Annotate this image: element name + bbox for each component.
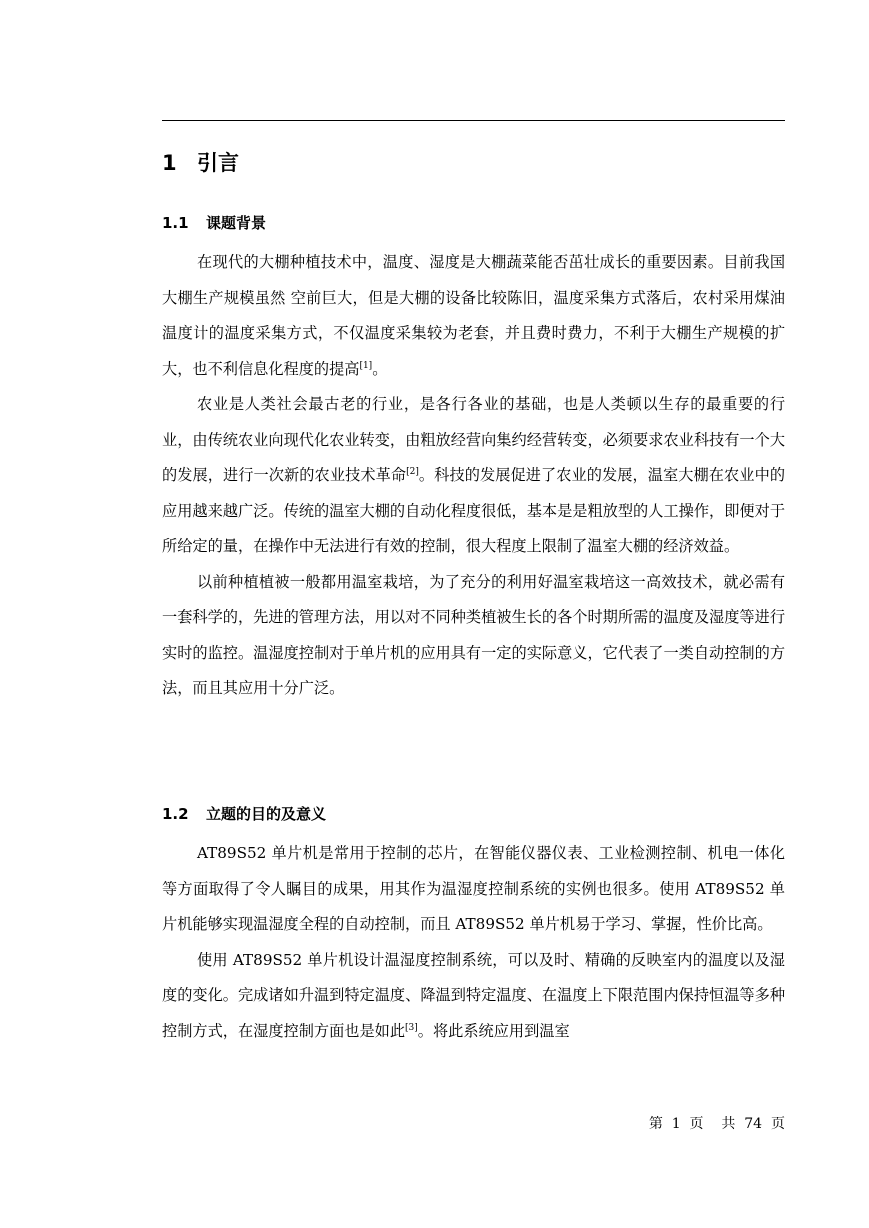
paragraph: AT89S52 单片机是常用于控制的芯片，在智能仪器仪表、工业检测控制、机电一体化等方面取得了令人瞩目的成果，用其作为温湿度控制系统的实例也很多。使用 AT89S52 单片机能够实现温湿度全程的自动控制，而且 AT89S52 单片机易于学习、掌握，性价比高。 [162, 844, 785, 933]
section-number: 1.1 [162, 214, 189, 232]
chapter-title: 引言 [197, 151, 239, 175]
paragraph: 在现代的大棚种植技术中，温度、湿度是大棚蔬菜能否茁壮成长的重要因素。目前我国大棚生产规模虽然 空前巨大，但是大棚的设备比较陈旧，温度采集方式落后，农村采用煤油温度计的温度采集方式，不仅温度采集较为老套，并且费时费力，不利于大棚生产规模的扩大，也不利信息化程度的提高[1]。 [162, 253, 785, 378]
section-title: 立题的目的及意义 [206, 805, 327, 823]
section-number: 1.2 [162, 805, 189, 823]
section-body [162, 245, 785, 707]
citation: [2] [406, 467, 419, 477]
paragraph: 以前种植植被一般都用温室栽培，为了充分的利用好温室栽培这一高效技术，就必需有一套科学的，先进的管理方法，用以对不同种类植被生长的各个时期所需的温度及湿度等进行实时的监控。温湿度控制对于单片机的应用具有一定的实际意义，它代表了一类自动控制的方法，而且其应用十分广泛。 [162, 572, 785, 697]
paragraph: 农业是人类社会最古老的行业，是各行各业的基础，也是人类顿以生存的最重要的行业，由传统农业向现代化农业转变，由粗放经营向集约经营转变，必须要求农业科技有一个大的发展，进行一次新的农业技术革命[2]。科技的发展促进了农业的发展，温室大棚在农业中的应用越来越广泛。传统的温室大棚的自动化程度很低，基本是是粗放型的人工操作，即便对于所给定的量，在操作中无法进行有效的控制，很大程度上限制了温室大棚的经济效益。 [162, 395, 786, 555]
section-heading [162, 211, 266, 235]
page-footer: 第 1 页 共 74 页 [500, 1113, 785, 1135]
citation: [3] [405, 1022, 418, 1033]
chapter-heading [162, 148, 239, 178]
section-body [162, 836, 785, 1049]
paragraph: 使用 AT89S52 单片机设计温湿度控制系统，可以及时、精确的反映室内的温度以及湿度的变化。完成诸如升温到特定温度、降温到特定温度、在温度上下限范围内保持恒温等多种控制方式，在湿度控制方面也是如此[3]。将此系统应用到温室 [162, 950, 785, 1040]
citation: [1] [359, 360, 373, 371]
page-number: 1 [671, 1116, 681, 1132]
header-rule [162, 120, 785, 121]
total-pages: 74 [744, 1116, 763, 1132]
section-title: 课题背景 [206, 214, 267, 232]
chapter-number: 1 [162, 151, 177, 175]
section-heading [162, 802, 326, 826]
